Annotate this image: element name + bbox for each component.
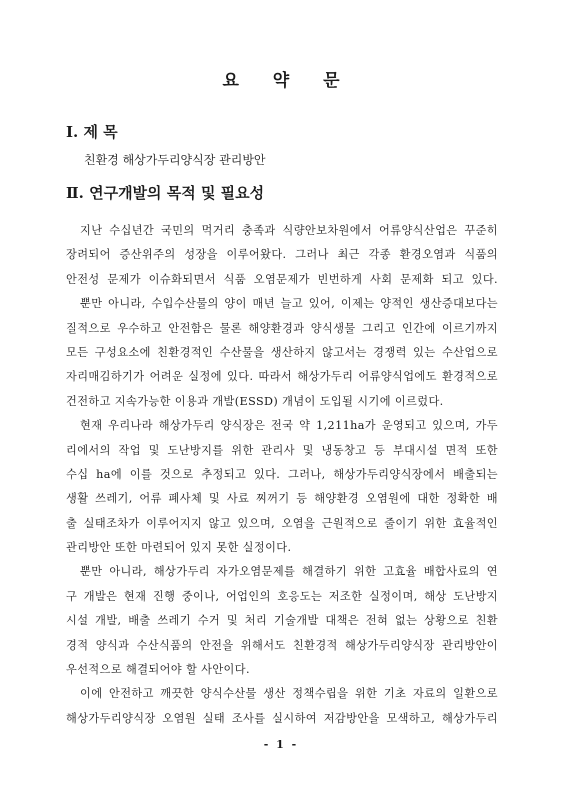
paragraph-line: 현재 우리나라 해상가두리 양식장은 전국 약 1,211ha가 운영되고 있으며, 가두 [80,419,498,433]
paragraph-line: 건전하고 지속가능한 이용과 개발(ESSD) 개념이 도입될 시기에 이르렀다. [66,394,444,408]
paragraph-line: 리에서의 작업 및 도난방지를 위한 관리사 및 냉동창고 등 부대시설 면적 또한 [66,443,498,457]
section-heading-title: Ⅰ. 제 목 [66,123,118,141]
paragraph-line: 장려되어 증산위주의 성장을 이루어왔다. 그러나 최근 각종 환경오염과 식품의 [66,248,498,262]
body-text [66,219,498,731]
paragraph-line: 시설 개발, 배출 쓰레기 수거 및 처리 기술개발 대책은 전혀 없는 상황으로 친환 [66,614,498,628]
section-heading-purpose: Ⅱ. 연구개발의 목적 및 필요성 [66,184,265,202]
paragraph-line: 뿐만 아니라, 해상가두리 자가오염문제를 해결하기 위한 고효율 배합사료의 연 [80,565,498,579]
paragraph-line: 우선적으로 해결되어야 할 사안이다. [66,663,250,677]
paragraph-line: 안전성 문제가 이슈화되면서 식품 오염문제가 빈번하게 사회 문제화 되고 있다. [66,272,498,286]
paragraph-line: 경적 양식과 수산식품의 안전을 위해서도 친환경적 해상가두리양식장 관리방안이 [66,638,498,652]
paragraph-line: 관리방안 또한 마련되어 있지 못한 실정이다. [66,541,292,555]
paragraph-line: 구 개발은 현재 진행 중이나, 어업인의 호응도는 저조한 실정이며, 해상 도난방지 [66,589,498,603]
document-title: 요 약 문 [222,71,354,91]
paragraph-line: 생활 쓰레기, 어류 폐사체 및 사료 찌꺼기 등 해양환경 오염원에 대한 정확한 배 [66,492,498,506]
paragraph-line: 수십 ha에 이를 것으로 추정되고 있다. 그러나, 해상가두리양식장에서 배출되는 [66,467,498,481]
paragraph-line: 질적으로 우수하고 안전함은 물론 해양환경과 양식생물 그리고 인간에 이르기까지 [66,321,498,335]
paragraph-line: 모든 구성요소에 친환경적인 수산물을 생산하지 않고서는 경쟁력 있는 수산업으로 [66,345,498,359]
paragraph-line: 지난 수십년간 국민의 먹거리 충족과 식량안보차원에서 어류양식산업은 꾸준히 [80,224,498,237]
paragraph-line: 출 실태조차가 이루어지지 않고 있으며, 오염을 근원적으로 줄이기 위한 효율적인 [66,516,498,530]
page-number: - 1 - [263,738,299,751]
paragraph-line: 뿐만 아니라, 수입수산물의 양이 매년 늘고 있어, 이제는 양적인 생산증대보다는 [80,297,498,311]
paragraph-line: 해상가두리양식장 오염원 실태 조사를 실시하여 저감방안을 모색하고, 해상가두리 [66,711,498,725]
paragraph-line: 자리매김하기가 어려운 실정에 있다. 따라서 해상가두리 어류양식업에도 환경적으로 [66,370,498,384]
paragraph-line: 이에 안전하고 깨끗한 양식수산물 생산 정책수립을 위한 기초 자료의 일환으로 [80,687,498,701]
report-subject: 친환경 해상가두리양식장 관리방안 [84,153,266,167]
